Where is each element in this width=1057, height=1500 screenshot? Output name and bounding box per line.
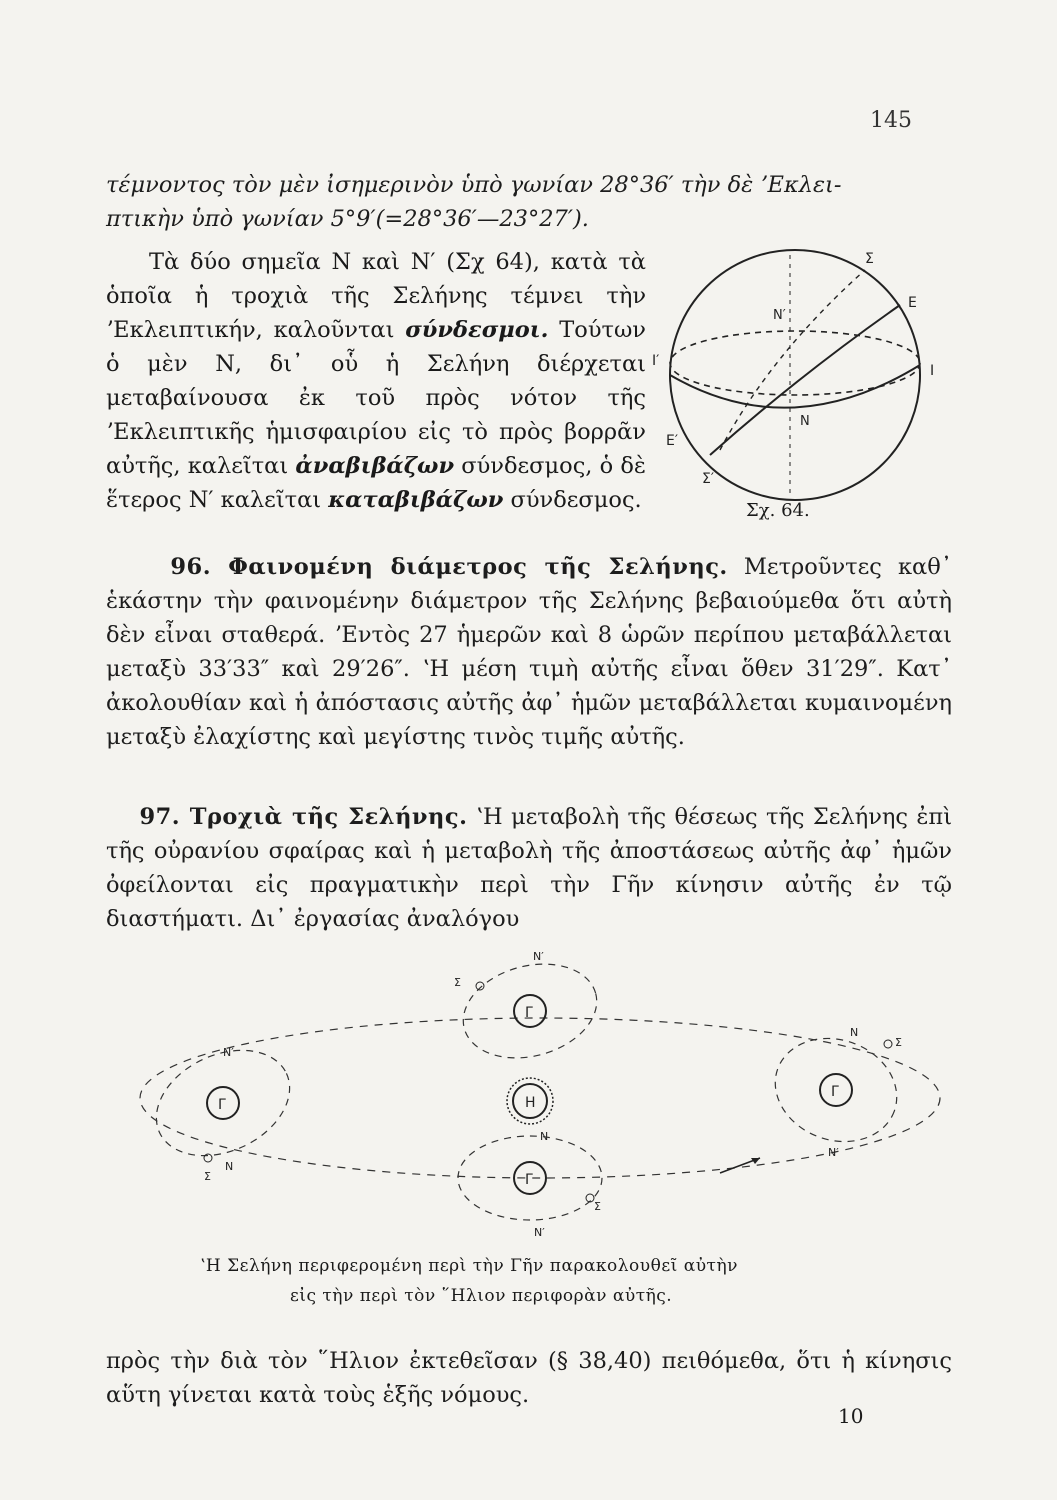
moon-orbit-back bbox=[720, 270, 865, 450]
moon-top-label: Σ bbox=[454, 976, 461, 989]
nodes-text-1: Τὰ δύο σημεῖα Ν καὶ Ν′ (Σχ 64), κατὰ τὰ ὁποῖα ἡ τροχιὰ τῆς Σελήνης τέμνει τὴν ʼΕκλειπτικήν, καλοῦνται bbox=[106, 249, 646, 343]
moon-bottom-label: Σ bbox=[594, 1200, 601, 1213]
node-sun: Ν bbox=[540, 1130, 549, 1143]
section-97 bbox=[106, 800, 952, 936]
fig64-label-i: Ι bbox=[930, 363, 935, 379]
nodes-text-2: Τούτων ὁ μὲν Ν, δι᾽ οὗ ἡ Σελήνη διέρχεται μεταβαίνουσα ἐκ τοῦ πρὸς νότον τῆς ʼΕκλειπτικῆς ἡμισφαιρίου εἰς τὸ πρὸς βορρᾶν αὐτῆς, καλεῖται bbox=[106, 317, 646, 479]
orbit-figure bbox=[120, 948, 950, 1258]
fig64-label-iprime: Ι′ bbox=[652, 353, 660, 369]
fig64-label-eprime: Ε′ bbox=[666, 433, 679, 449]
node-prime-left: Ν′ bbox=[223, 1046, 234, 1059]
term-anabibazon: ἀναβιβάζων bbox=[295, 453, 455, 479]
intro-line-2: πτικὴν ὑπὸ γωνίαν 5°9′(=28°36′—23°27′). bbox=[106, 206, 589, 232]
section-96-heading: 96. Φαινομένη διάμετρος τῆς Σελήνης. bbox=[170, 554, 728, 580]
orbit-caption-line-1: ʽΗ Σελήνη περιφερομένη περὶ τὴν Γῆν παρακολουθεῖ αὐτὴν bbox=[200, 1256, 738, 1276]
term-syndesmoi: σύνδεσμοι. bbox=[405, 317, 549, 343]
node-left: Ν bbox=[225, 1160, 234, 1173]
earth-orbit-ellipse bbox=[140, 1018, 940, 1178]
moon-right bbox=[884, 1040, 892, 1048]
intro-text bbox=[106, 168, 952, 236]
earth-left-label: Γ bbox=[218, 1097, 226, 1113]
fig64-label-sigmaprime: Σ′ bbox=[702, 471, 715, 487]
signature-number: 10 bbox=[838, 1404, 864, 1428]
earth-bottom-label: Γ bbox=[525, 1172, 533, 1188]
node-right: Ν bbox=[850, 1026, 859, 1039]
intro-line-1: τέμνοντος τὸν μὲν ἰσημερινὸν ὑπὸ γωνίαν 28°36′ τὴν δὲ ʼΕκλει- bbox=[106, 172, 842, 198]
node-prime-bottom: Ν′ bbox=[534, 1226, 545, 1239]
section-97-heading: 97. Τροχιὰ τῆς Σελήνης. bbox=[139, 804, 468, 830]
sphere-outline bbox=[670, 250, 920, 500]
node-prime-right: Ν′ bbox=[828, 1146, 839, 1159]
earth-right-label: Γ bbox=[831, 1084, 839, 1100]
section-97-text: ʽΗ μεταβολὴ τῆς θέσεως τῆς Σελήνης ἐπὶ τῆς οὐρανίου σφαίρας καὶ ἡ μεταβολὴ τῆς ἀποστάσεως αὐτῆς ἀφ᾽ ἡμῶν ὀφείλονται εἰς πραγματικὴν περὶ τὴν Γῆν κίνησιν αὐτῆς ἐν τῷ διαστήματι. Δι᾽ ἐργασίας ἀναλόγου bbox=[106, 804, 953, 932]
figure-64-caption: Σχ. 64. bbox=[746, 500, 810, 521]
nodes-text-3: σύνδεσμος, ὁ δὲ ἕτερος Ν′ καλεῖται bbox=[106, 453, 646, 513]
moon-top bbox=[476, 982, 484, 990]
node-prime-top: Ν′ bbox=[533, 950, 544, 963]
moon-right-label: Σ bbox=[895, 1036, 902, 1049]
moon-left bbox=[204, 1154, 212, 1162]
section-96-text: Μετροῦντες καθ᾽ ἑκάστην τὴν φαινομένην διάμετρον τῆς Σελήνης βεβαιούμεθα ὅτι αὐτὴ δὲν εἶναι σταθερά. ʼΕντὸς 27 ἡμερῶν καὶ 8 ὡρῶν περίπου μεταβάλλεται μεταξὺ 33′33″ καὶ 29′26″. ʽΗ μέση τιμὴ αὐτῆς εἶναι ὅθεν 31′29″. Κατ᾽ ἀκολουθίαν καὶ ἡ ἀπόστασις αὐτῆς ἀφ᾽ ἡμῶν μεταβάλλεται κυμαινομένη μεταξὺ ἐλαχίστης καὶ μεγίστης τινὸς τιμῆς αὐτῆς. bbox=[106, 554, 953, 750]
orbit-caption-line-2: εἰς τὴν περὶ τὸν ῞Ηλιον περιφορὰν αὐτῆς. bbox=[290, 1286, 673, 1306]
page-number: 145 bbox=[870, 108, 912, 133]
fig64-label-e: Ε bbox=[908, 295, 917, 311]
nodes-paragraph bbox=[106, 245, 646, 517]
fig64-label-nprime: Ν′ bbox=[773, 308, 786, 323]
sun-label: Η bbox=[525, 1095, 536, 1111]
fig64-label-sigma: Σ bbox=[865, 251, 874, 267]
fig64-label-n: Ν bbox=[800, 414, 810, 429]
term-katabibazon: καταβιβάζων bbox=[328, 487, 504, 513]
earth-top-label: Γ bbox=[525, 1005, 533, 1021]
closing-paragraph: πρὸς τὴν διὰ τὸν ῞Ηλιον ἐκτεθεῖσαν (§ 38,40) πειθόμεθα, ὅτι ἡ κίνησις αὕτη γίνεται κατὰ τοὺς ἑξῆς νόμους. bbox=[106, 1348, 952, 1408]
moon-orbit-front bbox=[710, 305, 900, 455]
section-96 bbox=[106, 550, 952, 754]
figure-64-celestial-sphere bbox=[650, 245, 950, 535]
nodes-text-4: σύνδεσμος. bbox=[510, 487, 642, 513]
moon-left-label: Σ bbox=[204, 1170, 211, 1183]
